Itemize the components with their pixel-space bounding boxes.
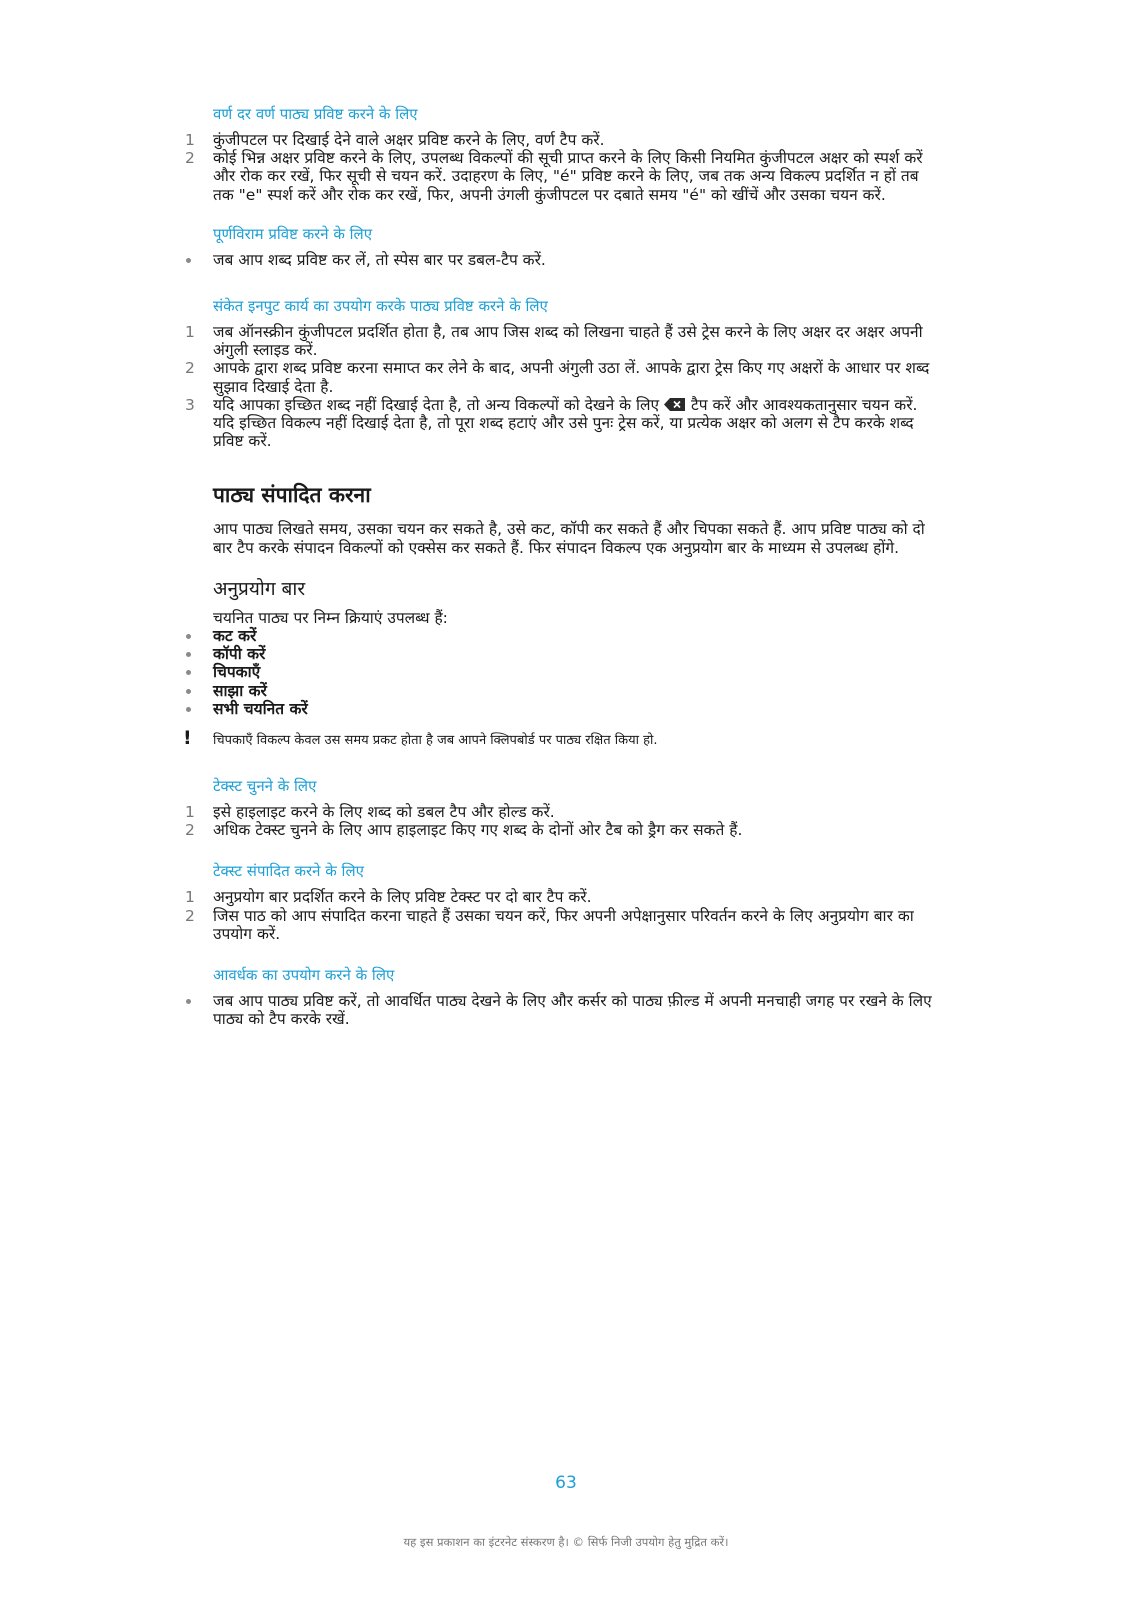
step-item — [185, 149, 933, 204]
bullet-dot-icon — [186, 999, 191, 1004]
action-label: कॉपी करें — [213, 645, 266, 664]
action-label: कट करें — [213, 627, 257, 646]
char-entry-steps — [185, 131, 933, 204]
page-content — [183, 104, 933, 1029]
step-item — [185, 359, 933, 396]
note-text: चिपकाएँ विकल्प केवल उस समय प्रकट होता है जब आपने क्लिपबोर्ड पर पाठ्य रक्षित किया हो. — [213, 733, 658, 749]
edit-text-steps — [185, 888, 933, 943]
period-list — [213, 251, 933, 269]
step-item — [185, 821, 933, 840]
step-text: आपके द्वारा शब्द प्रविष्ट करना समाप्त कर लेने के बाद, अपनी अंगुली उठा लें. आपके द्वारा ट्रेस किए गए अक्षरों के आधार पर शब्द सुझाव दिखाई देता है. — [213, 359, 930, 396]
warning-exclamation-icon: ! — [183, 727, 192, 750]
step-text: जब ऑनस्क्रीन कुंजीपटल प्रदर्शित होता है, तब आप जिस शब्द को लिखना चाहते हैं उसे ट्रेस करने के लिए अक्षर दर अक्षर अपनी अंगुली स्लाइड करें. — [213, 323, 923, 360]
step-item — [185, 131, 933, 149]
list-item-text: जब आप पाठ्य प्रविष्ट करें, तो आवर्धित पाठ्य देखने के लिए और कर्सर को पाठ्य फ़ील्ड में अपनी मनचाही जगह पर रखने के लिए पाठ्य को टैप करके रखें. — [213, 992, 932, 1029]
section-heading-char-entry: वर्ण दर वर्ण पाठ्य प्रविष्ट करने के लिए — [213, 105, 418, 123]
step-number: 1 — [185, 803, 195, 822]
step-number: 1 — [185, 888, 195, 907]
step-number: 2 — [185, 359, 195, 378]
gesture-steps — [185, 323, 933, 451]
action-label: चिपकाएँ — [213, 663, 261, 682]
list-item — [213, 251, 933, 269]
action-item-copy — [213, 645, 933, 663]
backspace-icon — [664, 398, 686, 411]
step-text: कुंजीपटल पर दिखाई देने वाले अक्षर प्रविष्ट करने के लिए, वर्ण टैप करें. — [213, 131, 605, 149]
bullet-dot-icon — [186, 670, 191, 675]
step-text: अधिक टेक्स्ट चुनने के लिए आप हाइलाइट किए गए शब्द के दोनों ओर टैब को ड्रैग कर सकते हैं. — [213, 821, 743, 840]
step-text-before: यदि आपका इच्छित शब्द नहीं दिखाई देता है, तो अन्य विकल्पों को देखने के लिए — [213, 395, 660, 414]
bullet-dot-icon — [186, 652, 191, 657]
action-item-share — [213, 682, 933, 700]
step-item — [185, 803, 933, 822]
step-number: 1 — [185, 323, 195, 342]
app-bar-intro: चयनित पाठ्य पर निम्न क्रियाएं उपलब्ध हैं: — [213, 608, 448, 627]
paste-note — [183, 727, 933, 750]
list-item — [213, 992, 933, 1028]
step-item — [185, 888, 933, 907]
step-number: 1 — [185, 131, 195, 149]
action-item-cut — [213, 627, 933, 645]
action-label: साझा करें — [213, 681, 267, 700]
list-item-text: जब आप शब्द प्रविष्ट कर लें, तो स्पेस बार पर डबल-टैप करें. — [213, 250, 546, 269]
step-number: 3 — [185, 395, 195, 414]
step-text: इसे हाइलाइट करने के लिए शब्द को डबल टैप और होल्ड करें. — [213, 803, 555, 822]
step-text: जिस पाठ को आप संपादित करना चाहते हैं उसका चयन करें, फिर अपनी अपेक्षानुसार परिवर्तन करने के लिए अनुप्रयोग बार का उपयोग करें. — [213, 906, 914, 943]
step-text: अनुप्रयोग बार प्रदर्शित करने के लिए प्रविष्ट टेक्स्ट पर दो बार टैप करें. — [213, 888, 592, 907]
footer-notice: यह इस प्रकाशन का इंटरनेट संस्करण है। © सिर्फ निजी उपयोग हेतु मुद्रित करें। — [403, 1535, 729, 1549]
select-steps — [185, 803, 933, 840]
action-label: सभी चयनित करें — [213, 699, 308, 718]
section-heading-edit-text: टेक्स्ट संपादित करने के लिए — [213, 862, 364, 881]
magnifier-list — [213, 992, 933, 1028]
step-number: 2 — [185, 149, 195, 168]
page-number: 63 — [555, 1473, 577, 1493]
step-item — [185, 395, 933, 451]
section-heading-gesture: संकेत इनपुट कार्य का उपयोग करके पाठ्य प्रविष्ट करने के लिए — [213, 297, 548, 316]
section-heading-magnifier: आवर्धक का उपयोग करने के लिए — [213, 966, 395, 985]
bullet-dot-icon — [186, 634, 191, 639]
step-number: 2 — [185, 906, 195, 925]
step-text: कोई भिन्न अक्षर प्रविष्ट करने के लिए, उपलब्ध विकल्पों की सूची प्राप्त करने के लिए किसी नियमित कुंजीपटल अक्षर को स्पर्श करें और रोक कर रखें, फिर सूची से चयन करें. उदाहरण के लिए, "é" प्रविष्ट करने के लिए, जब तक अन्य विकल्प प्रदर्शित न हों तब तक "e" स्पर्श करें और रोक कर रखें, फिर, अपनी उंगली कुंजीपटल पर दबाते समय "é" को खींचें और उसका चयन करें. — [213, 149, 923, 204]
edit-paragraph: आप पाठ्य लिखते समय, उसका चयन कर सकते है, उसे कट, कॉपी कर सकते हैं और चिपका सकते हैं. आप प्रविष्ट पाठ्य को दो बार टैप करके संपादन विकल्पों को एक्सेस कर सकते हैं. फिर संपादन विकल्प एक अनुप्रयोग बार के माध्यम से उपलब्ध होंगे. — [213, 520, 925, 557]
step-item — [185, 906, 933, 943]
subtitle-app-bar: अनुप्रयोग बार — [213, 577, 306, 600]
step-item — [185, 323, 933, 360]
step-number: 2 — [185, 821, 195, 840]
bullet-dot-icon — [186, 258, 191, 263]
section-heading-select: टेक्स्ट चुनने के लिए — [213, 777, 317, 796]
app-bar-actions — [213, 627, 933, 718]
bullet-dot-icon — [186, 707, 191, 712]
action-item-paste — [213, 663, 933, 681]
bullet-dot-icon — [186, 689, 191, 694]
section-heading-period: पूर्णविराम प्रविष्ट करने के लिए — [213, 224, 373, 243]
action-item-select-all — [213, 700, 933, 718]
step-text-after: टैप करें और आवश्यकतानुसार चयन करें. यदि इच्छित विकल्प नहीं दिखाई देता है, तो पूरा शब्द हटाएं और उसे पुनः ट्रेस करें, या प्रत्येक अक्षर को अलग से टैप करके शब्द प्रविष्ट करें. — [213, 395, 918, 451]
section-title-edit: पाठ्य संपादित करना — [213, 483, 371, 508]
